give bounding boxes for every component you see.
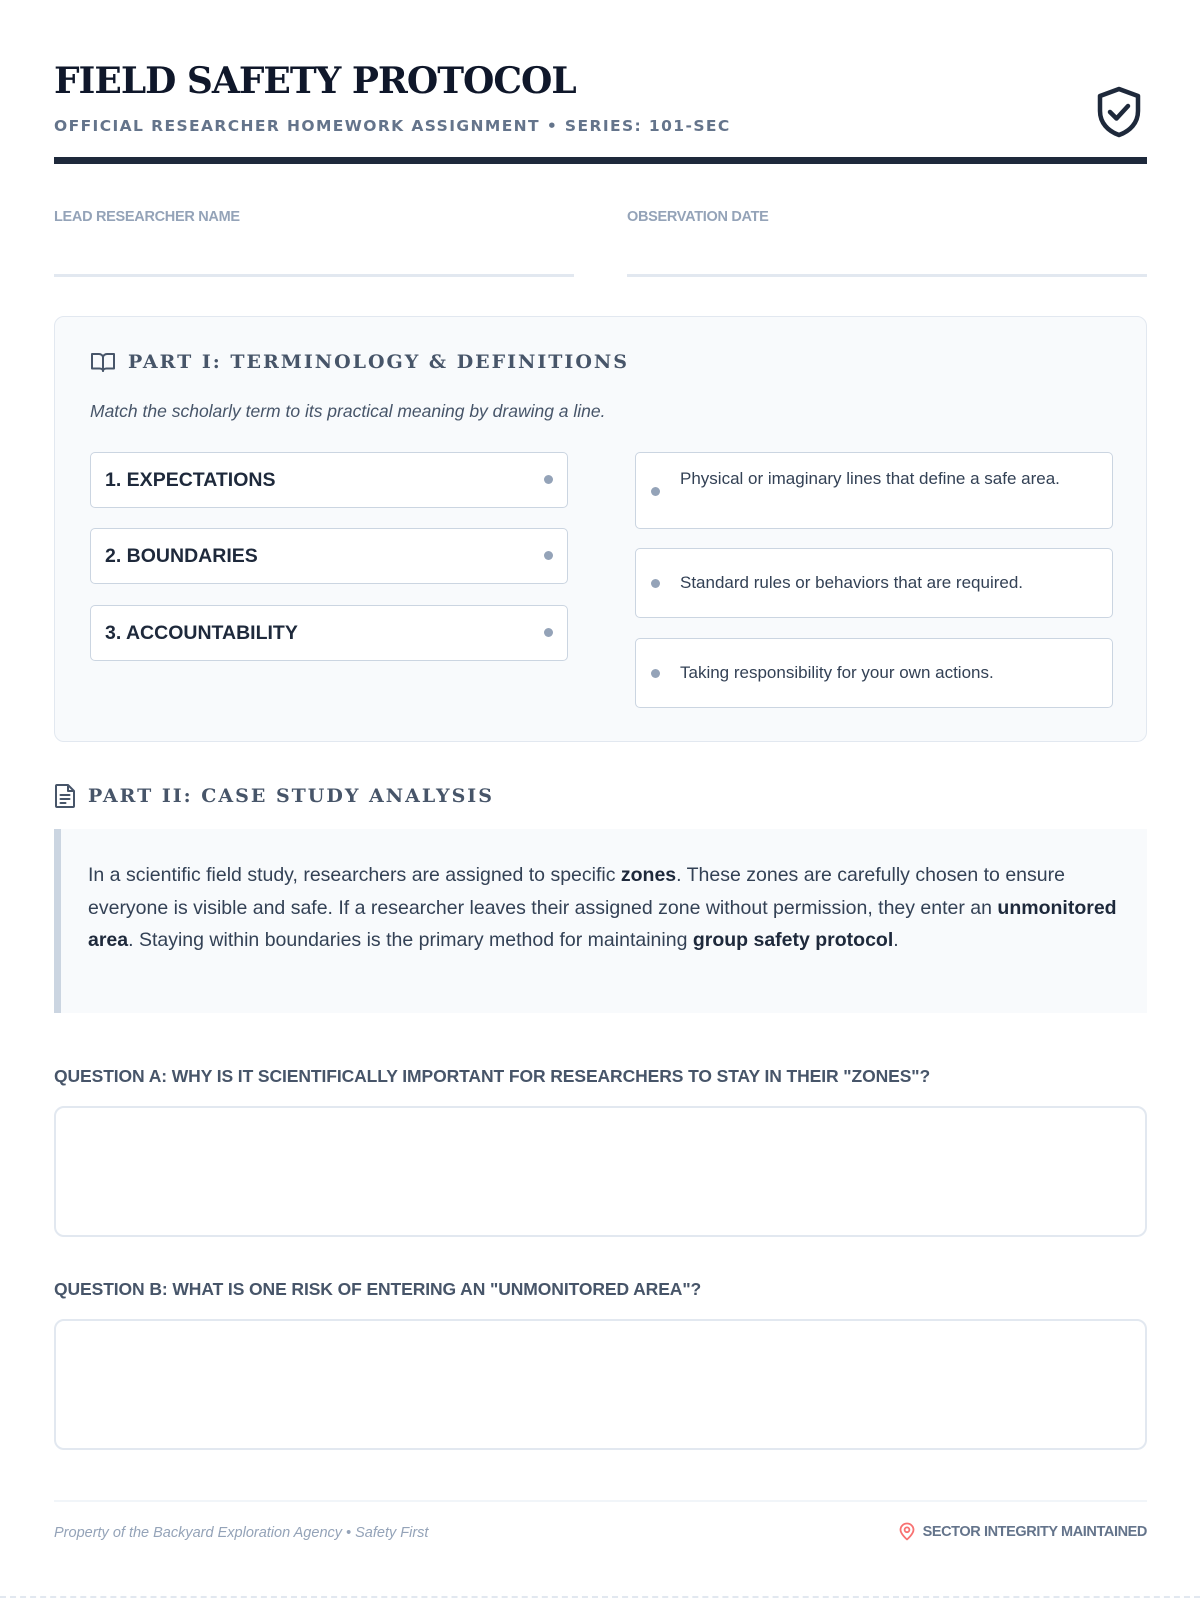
definition-text: Physical or imaginary lines that define a safe area. <box>680 469 1060 488</box>
term-card[interactable] <box>90 452 568 508</box>
question-b-label: QUESTION B: WHAT IS ONE RISK OF ENTERING AN "UNMONITORED AREA"? <box>54 1279 702 1299</box>
part2-heading <box>54 783 494 809</box>
researcher-name-label: LEAD RESEARCHER NAME <box>54 209 240 225</box>
shield-check-icon <box>1095 86 1143 138</box>
book-open-icon <box>90 351 116 373</box>
footer-status-text: SECTOR INTEGRITY MAINTAINED <box>922 1523 1147 1540</box>
definition-card[interactable] <box>635 452 1113 529</box>
header-divider <box>54 157 1147 164</box>
part1-panel <box>54 316 1147 742</box>
part1-instructions: Match the scholarly term to its practical meaning by drawing a line. <box>90 401 606 421</box>
observation-date-line <box>627 274 1147 277</box>
case-study-text: . Staying within boundaries is the primary method for maintaining <box>128 929 693 951</box>
page-title: FIELD SAFETY PROTOCOL <box>54 60 576 102</box>
definition-connector-dot[interactable] <box>651 579 660 588</box>
page-subtitle: OFFICIAL RESEARCHER HOMEWORK ASSIGNMENT • SERIES: 101-SEC <box>54 117 731 135</box>
worksheet-page <box>54 0 1147 1541</box>
case-study-key-term: unmonitored area <box>88 896 1117 951</box>
term-card[interactable] <box>90 605 568 661</box>
part2-title: PART II: CASE STUDY ANALYSIS <box>88 785 494 807</box>
footer-credit: Property of the Backyard Exploration Agency • Safety First <box>54 1525 429 1541</box>
definition-card[interactable] <box>635 548 1113 618</box>
observation-date-label: OBSERVATION DATE <box>627 209 769 225</box>
part1-heading <box>90 351 629 373</box>
footer-divider <box>54 1500 1147 1502</box>
term-label: 3. ACCOUNTABILITY <box>105 622 298 644</box>
answer-b-box[interactable] <box>54 1319 1147 1450</box>
term-connector-dot[interactable] <box>544 475 553 484</box>
term-connector-dot[interactable] <box>544 628 553 637</box>
question-a-label: QUESTION A: WHY IS IT SCIENTIFICALLY IMPORTANT FOR RESEARCHERS TO STAY IN THEIR "ZONES"? <box>54 1066 931 1086</box>
definition-text: Taking responsibility for your own actions. <box>680 663 994 682</box>
definition-connector-dot[interactable] <box>651 669 660 678</box>
worksheet-header <box>54 0 1147 165</box>
document-icon <box>54 783 76 809</box>
term-connector-dot[interactable] <box>544 551 553 560</box>
case-study-text: . These zones are carefully chosen to ensure everyone is visible and safe. If a researcher leaves their assigned zone without permission, they enter an <box>88 864 1065 919</box>
term-label: 2. BOUNDARIES <box>105 545 258 567</box>
case-study-text: In a scientific field study, researchers are assigned to specific <box>88 864 621 886</box>
observation-date-field[interactable] <box>627 209 1147 225</box>
definition-text: Standard rules or behaviors that are required. <box>680 573 1024 592</box>
case-study-key-term: group safety protocol <box>692 929 894 951</box>
page-edge-divider <box>0 1596 1200 1598</box>
answer-a-box[interactable] <box>54 1106 1147 1237</box>
term-card[interactable] <box>90 528 568 584</box>
term-label: 1. EXPECTATIONS <box>105 469 276 491</box>
map-pin-icon <box>899 1522 915 1541</box>
case-study-passage <box>54 829 1147 1013</box>
case-study-text: . <box>893 929 899 951</box>
part1-title: PART I: TERMINOLOGY & DEFINITIONS <box>128 351 629 373</box>
researcher-name-field[interactable] <box>54 209 574 225</box>
info-fields <box>54 165 1147 275</box>
definition-connector-dot[interactable] <box>651 487 660 496</box>
definition-card[interactable] <box>635 638 1113 708</box>
case-study-key-term: zones <box>620 864 677 886</box>
researcher-name-line <box>54 274 574 277</box>
footer-status <box>899 1522 1147 1541</box>
